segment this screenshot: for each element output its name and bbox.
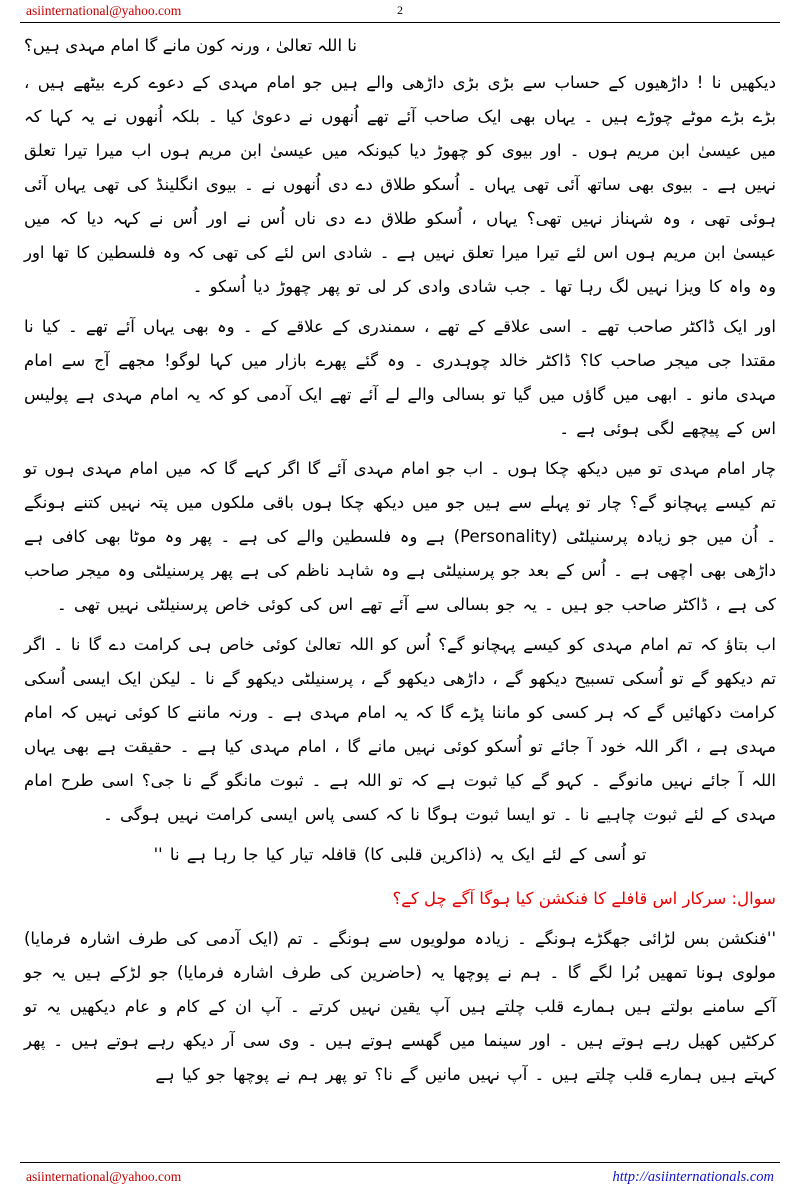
paragraph-6: ''فنکشن بس لڑائی جھگڑے ہونگے ۔ زیادہ مولویوں سے ہونگے ۔ تم (ایک آدمی کی طرف اشارہ فرمایا) مولوی ہونا تمھیں بُرا لگے گا ۔ ہم نے پوچھا یہ (حاضرین کی طرف اشارہ فرمایا) جو لڑکے ہیں یہ جو آکے سامنے بولتے ہیں ہمارے قلب چلتے ہیں آپ یقین نہیں کرتے ۔ آپ ان کے کام و عام دیکھیں یہ تو کرکٹیں کھیل رہے ہوتے ہیں ۔ اور سینما میں گھسے ہوتے ہیں ۔ وی سی آر دیکھ رہے ہوتے ہیں ۔ پھر کہتے ہیں ہمارے قلب چلتے ہیں ۔ آپ نہیں مانیں گے نا؟ تو پھر ہم نے پوچھا جو کیا ہے [24, 929, 776, 1084]
header-email: asiinternational@yahoo.com [26, 3, 182, 18]
paragraph-2: اور ایک ڈاکٹر صاحب تھے ۔ اسی علاقے کے تھے ، سمندری کے علاقے کے ۔ وہ بھی یہاں آئے تھے ۔ کیا نا مقتدا جی میجر صاحب کا؟ ڈاکٹر خالد چوہدری ۔ وہ گئے پھرے بازار میں کہا لوگو! مجھے آج سے امام مہدی مانو ۔ ابھی میں گاؤں میں گیا تو بسالی والے لے آئے تھے ایک آدمی کو کہ یہ امام مہدی ہے پولیس اس کے پیچھے لگی ہوئی ہے ۔ [24, 317, 776, 438]
document-body [24, 30, 776, 1098]
question-heading: سوال: سرکار اس قافلے کا فنکشن کیا ہوگا آگے چل کے؟ [392, 889, 776, 908]
paragraph-5: تو اُسی کے لئے ایک یہ (ذاکرین قلبی کا) قافلہ تیار کیا جا رہا ہے نا '' [153, 845, 647, 864]
paragraph-3: چار امام مہدی تو میں دیکھ چکا ہوں ۔ اب جو امام مہدی آئے گا اگر کہے گا کہ میں امام مہدی ہوں تو تم کیسے پہچانو گے؟ چار تو پہلے سے ہیں جو میں دیکھ چکا ہوں باقی ملکوں میں پتہ نہیں کتنے ہونگے ۔ اُن میں جو زیادہ پرسنیلٹی (Personality) ہے وہ فلسطین والے کی ہے ۔ پھر وہ موٹا بھی کافی ہے داڑھی بھی اچھی ہے ۔ اُس کے بعد جو پرسنیلٹی ہے وہ شاہد ناظم کی ہے پھر پرسنیلٹی وہ میجر صاحب کی ہے ، ڈاکٹر صاحب جو ہیں ۔ یہ جو بسالی سے آئے تھے اس کی کوئی خاص پرسنیلٹی نہیں تھی ۔ [24, 459, 776, 614]
page-number: 2 [397, 3, 403, 17]
paragraph-4: اب بتاؤ کہ تم امام مہدی کو کیسے پہچانو گے؟ اُس کو اللہ تعالیٰ کوئی خاص ہی کرامت دے گا نا ۔ اگر تم دیکھو گے تو اُسکی تسبیح دیکھو گے ، داڑھی دیکھو گے ، پرسنیلٹی دیکھو گے نا ۔ لیکن ایک ایسی اُسکی کرامت دکھائیں گے کہ ہر کسی کو ماننا پڑے گا کہ یہ امام مہدی ہے ۔ ورنہ ماننے کا کوئی نہیں کہ امام مہدی ہے ، اگر اللہ خود آ جائے تو اُسکو کوئی نہیں مانے گا ، امام مہدی کیا ہے ۔ حقیقت ہے بھی یہاں اللہ آ جائے نہیں مانوگے ۔ کہو گے کیا ثبوت ہے کہ تو اللہ ہے ۔ ثبوت مانگو گے نا جی؟ اسی طرح امام مہدی کے لئے ثبوت چاہیے نا ۔ تو ایسا ثبوت ہوگا نا کہ کسی پاس ایسی کرامت نہیں ہوگی ۔ [24, 635, 776, 824]
body-top-line: نا اللہ تعالیٰ ، ورنہ کون مانے گا امام مہدی ہیں؟ [24, 36, 357, 55]
header-divider [20, 22, 780, 23]
footer-divider [20, 1162, 780, 1163]
footer-url[interactable]: http://asiinternationals.com [612, 1169, 774, 1185]
footer-email: asiinternational@yahoo.com [26, 1169, 182, 1184]
paragraph-1: دیکھیں نا ! داڑھیوں کے حساب سے بڑی بڑی داڑھی والے ہیں جو امام مہدی کے دعوے کرے بیٹھے ہیں ، بڑے بڑے موٹے چوڑے ہیں ۔ یہاں بھی ایک صاحب آئے تھے اُنھوں نے دعویٰ کیا ۔ بلکہ اُنھوں نے یہ کہا کہ میں عیسیٰ ابن مریم ہوں ۔ اور بیوی کو چھوڑ دیا کیونکہ میں عیسیٰ ابن مریم ہوں اب میرا تیرا تعلق نہیں ہے ۔ بیوی بھی ساتھ آئی تھی یہاں ۔ اُسکو طلاق دے دی اُنھوں نے ۔ بیوی انگلینڈ کی تھی یہاں آئی ہوئی تھی ، وہ شہناز نہیں تھی؟ یہاں ، اُسکو طلاق دے دی ناں اُس نے اور اُس نے کہہ دیا کہ میں عیسیٰ ابن مریم ہوں اس لئے تیرا میرا تعلق نہیں ہے ۔ شادی اس لئے کی تھی کہ وہ فلسطین کا تھا اور وہ واہ کا ویزا نہیں لگ رہا تھا ۔ جب شادی وادی کر لی تو پھر چھوڑ دیا اُسکو ۔ [24, 73, 776, 296]
page-footer [0, 1166, 800, 1196]
